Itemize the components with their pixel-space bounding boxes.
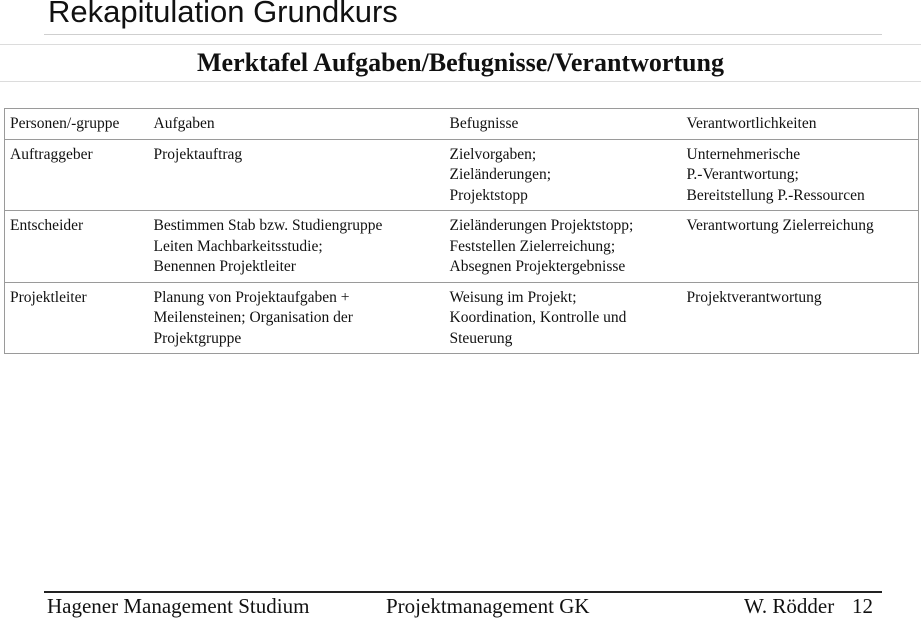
cell-responsibilities <box>682 282 919 354</box>
footer-course: Projektmanagement GK <box>386 594 590 618</box>
cell-tasks <box>149 282 445 354</box>
cell-line: Unternehmerische <box>686 145 801 163</box>
cell-line: Feststellen Zielerreichung; <box>449 237 616 255</box>
cell-responsibilities <box>682 211 919 283</box>
cell-person <box>5 211 149 283</box>
table-row <box>5 282 919 354</box>
cell-line: Absegnen Projektergebnisse <box>449 258 626 275</box>
cell-line: Benennen Projektleiter <box>153 258 296 275</box>
cell-line: Projektverantwortung <box>686 288 822 306</box>
cell-person <box>5 282 149 354</box>
footer-author: W. Rödder <box>744 594 835 618</box>
cell-person <box>5 139 149 211</box>
cell-responsibilities <box>682 139 919 211</box>
cell-line: Bereitstellung P.-Ressourcen <box>686 186 865 204</box>
column-header-person: Personen/-gruppe <box>10 115 120 132</box>
cell-line: Bestimmen Stab bzw. Studiengruppe <box>153 217 383 234</box>
subtitle-top-divider <box>0 44 921 45</box>
cell-line: Entscheider <box>10 217 84 234</box>
title-divider <box>44 34 882 35</box>
subtitle-bottom-divider <box>0 81 921 82</box>
cell-powers <box>445 282 682 354</box>
cell-powers <box>445 139 682 211</box>
cell-line: Projektgruppe <box>153 329 242 347</box>
cell-line: Verantwortung Zielerreichung <box>686 217 874 234</box>
cell-line: Projektauftrag <box>153 145 243 163</box>
column-header-responsibilities: Verantwortlichkeiten <box>686 115 817 132</box>
footer-institution: Hagener Management Studium <box>47 594 310 618</box>
cell-line: Zielvorgaben; <box>449 145 537 163</box>
cell-line: Meilensteinen; Organisation der <box>153 309 353 326</box>
cell-line: Steuerung <box>449 329 513 347</box>
cell-line: Auftraggeber <box>10 145 93 163</box>
cell-line: Projektstopp <box>449 186 528 204</box>
table-row <box>5 139 919 211</box>
cell-line: Koordination, Kontrolle und <box>449 309 627 326</box>
cell-line: Leiten Machbarkeitsstudie; <box>153 237 323 255</box>
table-heading: Merktafel Aufgaben/Befugnisse/Verantwortung <box>197 48 724 77</box>
responsibility-table <box>4 108 919 354</box>
table-header-row <box>5 109 919 140</box>
cell-line: Projektleiter <box>10 288 87 306</box>
cell-line: Planung von Projektaufgaben + <box>153 288 350 306</box>
cell-line: Weisung im Projekt; <box>449 288 577 306</box>
page-number: 12 <box>852 594 873 618</box>
cell-line: P.-Verantwortung; <box>686 166 799 183</box>
cell-line: Zieländerungen; <box>449 166 552 183</box>
column-header-tasks: Aufgaben <box>153 115 215 132</box>
cell-powers <box>445 211 682 283</box>
cell-line: Zieländerungen Projektstopp; <box>449 217 634 234</box>
slide-title: Rekapitulation Grundkurs <box>48 0 398 29</box>
table-row <box>5 211 919 283</box>
cell-tasks <box>149 139 445 211</box>
column-header-powers: Befugnisse <box>449 115 519 132</box>
footer-divider <box>44 591 882 593</box>
cell-tasks <box>149 211 445 283</box>
